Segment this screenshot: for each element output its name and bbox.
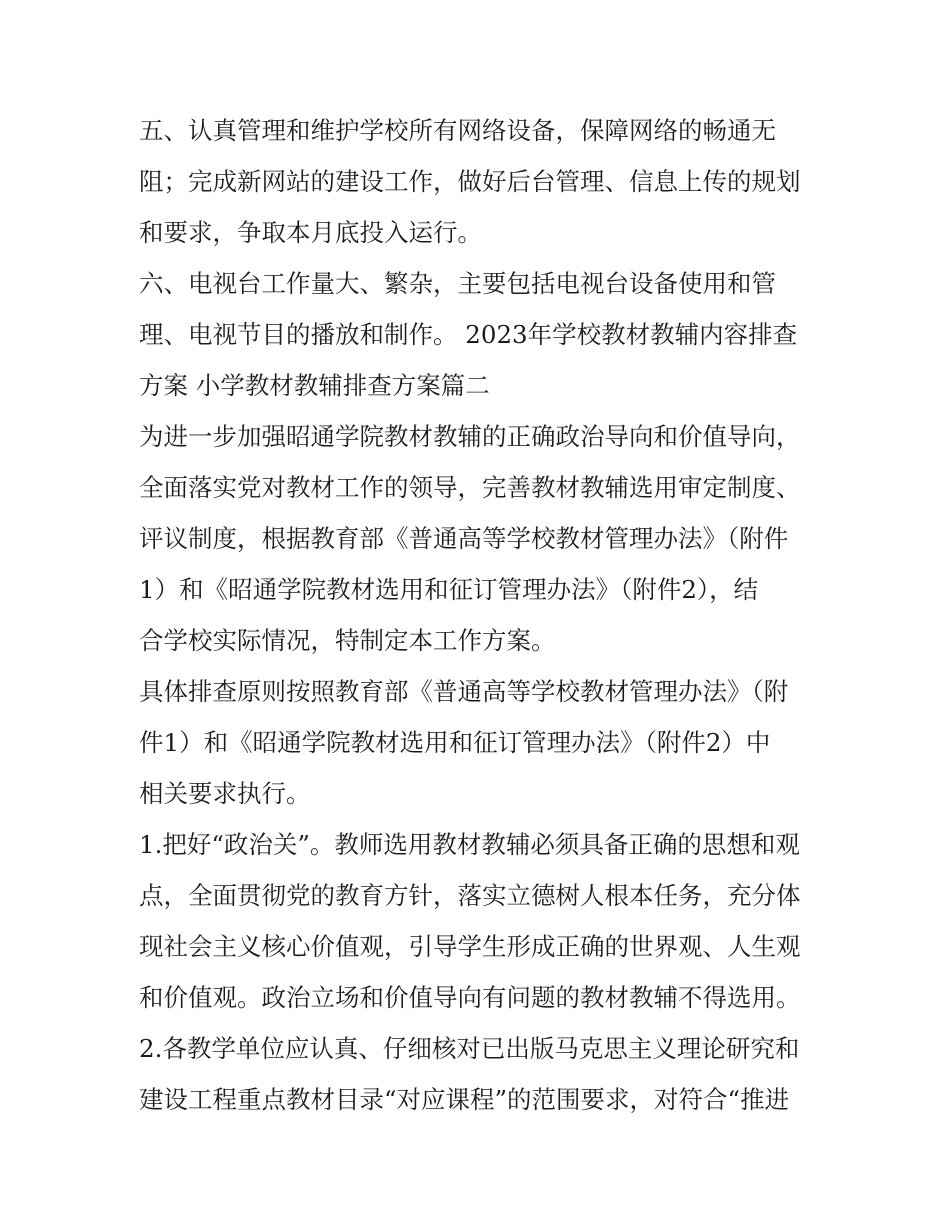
text-line: 1.把好“政治关”。教师选用教材教辅必须具备正确的思想和观 — [139, 830, 800, 859]
text-line: 现社会主义核心价值观，引导学生形成正确的世界观、人生观 — [139, 932, 801, 961]
document-body — [139, 105, 819, 1125]
text-line: 五、认真管理和维护学校所有网络设备，保障网络的畅通无 — [139, 116, 776, 145]
text-line: 相关要求执行。 — [139, 779, 311, 808]
text-line: 理、电视节目的播放和制作。 2023年学校教材教辅内容排查 — [139, 320, 798, 349]
text-line: 合学校实际情况，特制定本工作方案。 — [139, 626, 556, 655]
text-line: 和价值观。政治立场和价值导向有问题的教材教辅不得选用。 — [139, 983, 801, 1012]
text-line: 六、电视台工作量大、繁杂，主要包括电视台设备使用和管 — [139, 269, 776, 298]
text-line: 和要求，争取本月底投入运行。 — [139, 218, 482, 247]
text-line: 评议制度，根据教育部《普通高等学校教材管理办法》（附件 — [139, 524, 789, 553]
text-line: 1）和《昭通学院教材选用和征订管理办法》（附件2），结 — [139, 575, 759, 604]
text-line: 建设工程重点教材目录“对应课程”的范围要求，对符合“推进 — [139, 1085, 790, 1114]
text-line: 点，全面贯彻党的教育方针，落实立德树人根本任务，充分体 — [139, 881, 801, 910]
text-line: 为进一步加强昭通学院教材教辅的正确政治导向和价值导向， — [139, 422, 801, 451]
text-line: 2.各教学单位应认真、仔细核对已出版马克思主义理论研究和 — [139, 1034, 800, 1063]
text-line: 阻；完成新网站的建设工作，做好后台管理、信息上传的规划 — [139, 167, 801, 196]
text-line: 件1）和《昭通学院教材选用和征订管理办法》（附件2）中 — [139, 728, 771, 757]
text-line: 具体排查原则按照教育部《普通高等学校教材管理办法》（附 — [139, 677, 789, 706]
text-line: 方案 小学教材教辅排查方案篇二 — [139, 371, 490, 400]
text-line: 全面落实党对教材工作的领导，完善教材教辅选用审定制度、 — [139, 473, 801, 502]
